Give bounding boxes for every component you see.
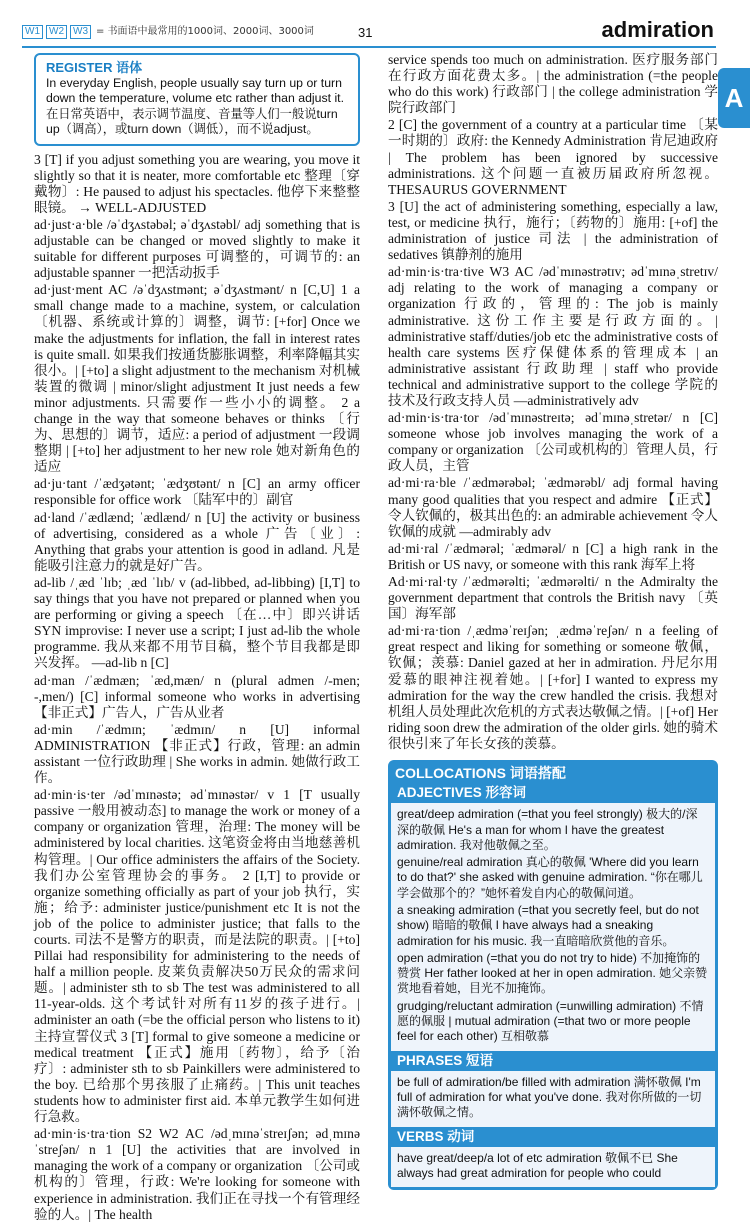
page-number: 31 — [358, 25, 373, 40]
entry-admin: ad·min /ˈædmɪn; ˈædmɪn/ n [U] informal ADMINISTRATION 【非正式】行政，管理: an admin assistant 一位行政助理 | She works in admin. 她做行政工作。 — [34, 721, 360, 786]
entry-administrative: ad·min·is·tra·tive W3 AC /ədˈmɪnəstrətɪv; ədˈmɪnəˌstretɪv/ adj relating to the work of managing a company or organization 行政的，管理的: The job is mainly administrative. 这份工作主要是行政方面的。| administrative staff/duties/job etc the administrative costs of health care systems 医疗保健体系的管理成本 | an administrative assistant 行政助理 | staff who provide technical and administrative support to the college 学院的技术及行政支持人员 —administratively adv — [388, 264, 718, 408]
entry-adland: ad·land /ˈædlænd; ˈædlænd/ n [U] the activity or business of advertising, considered as a whole 广告〔业〕: Anything that grabs your attention is good in adland. 凡是能吸引注意力的就是好广告。 — [34, 509, 360, 573]
collocations-phrases-body — [391, 1071, 715, 1127]
collocations-box — [388, 760, 718, 1190]
entry-administration-sense-3: 3 [U] the act of administering something, especially a law, test, or medicine 执行，施行；〔药物的〕施用: [+of] the administration of justice 司法 | the administration of sedatives 镇静剂的施用 — [388, 198, 718, 263]
entry-administration-cont: service spends too much on administration. 医疗服务部门在行政方面花费太多。| the administration (=the people who do this work) 行政部门 | the college administration 学院行政部门 — [388, 52, 718, 116]
entry-adjustment: ad·just·ment AC /əˈdʒʌstmənt; əˈdʒʌstmənt/ n [C,U] 1 a small change made to a machine, system, or calculation 〔机器、系统或计算的〕调整，调节: [+for] Once we make the adjustments for inflation, the fall in interest rates is quite small. 如果我们按通货膨胀调整，利率降幅其实很小。| [+to] a slight adjustment to the mechanism 对机械装置的微调 | minor/slight adjustment It just needs a few minor adjustments. 只需要作一些小小的调整。 2 a change in the way that someone behaves or thinks 〔行为、思想的〕调节，适应: a period of adjustment 一段调整期 | [+to] her adjustment to her new role 她对新角色的适应 — [34, 282, 360, 475]
collocation-item: open admiration (=that you do not try to hide) 不加掩饰的赞赏 Her father looked at her in open admiration. 她父亲赞赏地看着她，目光不加掩饰。 — [397, 950, 708, 996]
freq-box-w2: W2 — [46, 25, 67, 39]
entry-administer: ad·min·is·ter /ədˈmɪnəstə; ədˈmɪnəstər/ v 1 [T usually passive 一般用被动态] to manage the work or money of a company or organization 管理，治理: The money will be administered by local charities. 这笔资金将由当地慈善机构管理。| Our office administers the affairs of the Society. 我们办公室管理协会的事务。 2 [I,T] to provide or organize something officially as part of your job 执行，实施；给予: administer justice/punishment etc It is not the job of the police to administer justice; that falls to the courts. 司法不是警方的职责，而是法院的职责。| [+to] Pillai had responsibility for administering to the needs of half a million people. 皮莱负责解决50万民众的需求问题。| administer sth to sb The test was administered to all 11-year-olds. 这个考试针对所有11岁的孩子进行。| administer an oath (=be the official person who listens to it) 主持宣誓仪式 3 [T] formal to give someone a medicine or medical treatment 【正式】施用〔药物〕，给予〔治疗〕: administer sth to sb Painkillers were administered to the boy. 已给那个男孩服了止痛药。| This unit teaches students how to administer first aid. 本单元教学生如何进行急救。 — [34, 787, 360, 1125]
register-body: In everyday English, people usually say turn up or turn down the temperature, volume etc rather than adjust it. 在日常英语中，表示调节温度、音量等人们一般说turn up（调高），或turn down（调低），而不说adjust。 — [46, 75, 345, 136]
frequency-legend — [22, 24, 314, 40]
collocation-item: a sneaking admiration (=that you secretly feel, but do not show) 暗暗的敬佩 I have always had a sneaking admiration for his music. 我一直暗暗欣赏他的音乐。 — [397, 903, 699, 948]
guide-word: admiration — [601, 17, 714, 42]
letter-tab: A — [718, 68, 750, 128]
collocations-title: COLLOCATIONS 词语搭配 — [395, 765, 566, 782]
collocations-verbs-heading: VERBS 动词 — [391, 1127, 715, 1147]
entry-ad-lib: ad-lib /ˌæd ˈlɪb; ˌæd ˈlɪb/ v (ad-libbed, ad-libbing) [I,T] to say things that you have not prepared or planned when you are performing or giving a speech 〔在…中〕即兴讲话 SYN improvise: I never use a script; I just ad-lib the whole programme. 我从来都不用节目稿，整个节目我都是即兴发挥。 —ad-lib n [C] — [34, 574, 360, 671]
collocation-item: grudging/reluctant admiration (=unwilling admiration) 不情愿的佩服 | mutual admiration (=that two or more people feel for each other) 互相敬慕 — [397, 998, 704, 1044]
freq-note: = 书面语中最常用的1000词、2000词、3000词 — [96, 26, 314, 37]
collocations-verbs-body — [391, 1147, 715, 1188]
collocations-adjectives-body — [391, 803, 715, 1050]
collocation-item: great/deep admiration (=that you feel strongly) 极大的/深深的敬佩 He's a man for whom I have the greatest admiration. 我对他敬佩之至。 — [397, 807, 698, 852]
freq-box-w3: W3 — [70, 25, 91, 39]
collocation-item: be full of admiration/be filled with admiration 满怀敬佩 I'm full of admiration for what you've done. 我对你所做的一切满怀敬佩之情。 — [397, 1074, 702, 1120]
collocations-phrases-heading: PHRASES 短语 — [391, 1051, 715, 1071]
entry-administration: ad·min·is·tra·tion S2 W2 AC /ədˌmɪnəˈstreɪʃən; ədˌmɪnəˈstreʃən/ n 1 [U] the activities that are involved in managing the work of a company or organization 〔公司或机构的〕管理，行政: We're looking for someone with experience in administration. 我们正在寻找一个有管理经验的人。| The health — [34, 1126, 360, 1222]
right-column — [388, 52, 718, 1181]
entry-administrator: ad·min·is·tra·tor /ədˈmɪnəstreɪtə; ədˈmɪnəˌstretər/ n [C] someone whose job involves managing the work of a company or organization 〔公司或机构的〕管理人员，行政人员，主管 — [388, 410, 718, 474]
entry-admiralty: Ad·mi·ral·ty /ˈædmərəlti; ˈædmərəlti/ n the Admiralty the government department that controls the British navy 〔英国〕海军部 — [388, 574, 718, 622]
entry-adjustable: ad·just·a·ble /əˈdʒʌstəbəl; əˈdʒʌstəbl/ adj something that is adjustable can be changed or moved slightly to make it suitable for different purposes 可调整的，可调节的: an adjustable spanner 一把活动扳手 — [34, 216, 360, 281]
entry-adman: ad·man /ˈædmæn; ˈæd,mæn/ n (plural admen /-men; -,men/) [C] informal someone who works in advertising 【非正式】广告人，广告从业者 — [34, 672, 360, 720]
collocation-item: have great/deep/a lot of etc admiration 敬佩不已 She always had great admiration for people who could — [397, 1150, 678, 1181]
collocation-item: genuine/real admiration 真心的敬佩 'Where did you learn to do that?' she asked with genuine admiration. “你在哪儿学会做那个的？”她怀着发自内心的敬佩问道。 — [397, 855, 703, 900]
page-header — [22, 18, 716, 48]
entry-administration-sense-2: 2 [C] the government of a country at a particular time 〔某一时期的〕政府: the Kennedy Administration 肯尼迪政府 | The problem has been ignored by successive administrations. 这个问题一直被历届政府所忽视。 THESAURUS GOVERNMENT — [388, 117, 718, 197]
register-box — [34, 53, 360, 146]
entry-admiration: ad·mi·ra·tion /ˌædməˈreɪʃən; ˌædməˈreʃən/ n a feeling of great respect and liking for something or someone 敬佩，钦佩；羡慕: Daniel gazed at her in admiration. 丹尼尔用爱慕的眼神注视着她。| [+for] I wanted to express my admiration for the way the crew handled the crisis. 我想对机组人员处理此次危机的方式表达敬佩之情。| [+of] Her riding soon drew the admiration of the older girls. 她的骑术很快引来了年长女孩的羡慕。 — [388, 623, 718, 751]
left-column — [34, 53, 360, 1222]
entry-admiral: ad·mi·ral /ˈædmərəl; ˈædmərəl/ n [C] a high rank in the British or US navy, or someone with this rank 海军上将 — [388, 540, 718, 572]
entry-admirable: ad·mi·ra·ble /ˈædmərəbəl; ˈædmərəbl/ adj formal having many good qualities that you respect and admire 【正式】令人钦佩的，极其出色的: an admirable achievement 令人钦佩的成就 —admirably adv — [388, 475, 718, 539]
register-title: REGISTER 语体 — [46, 60, 143, 75]
freq-box-w1: W1 — [22, 25, 43, 39]
collocations-adjectives-heading: ADJECTIVES 形容词 — [391, 783, 715, 803]
entry-adjutant: ad·ju·tant /ˈædʒətənt; ˈædʒʊtənt/ n [C] an army officer responsible for office work 〔陆军中的〕副官 — [34, 476, 360, 508]
entry-adjust-sense-3: 3 [T] if you adjust something you are wearing, you move it slightly so that it is neater, more comfortable etc 整理〔穿戴物〕: He paused to adjust his spectacles. 他停下来整整眼镜。 → WELL-ADJUSTED — [34, 151, 360, 215]
